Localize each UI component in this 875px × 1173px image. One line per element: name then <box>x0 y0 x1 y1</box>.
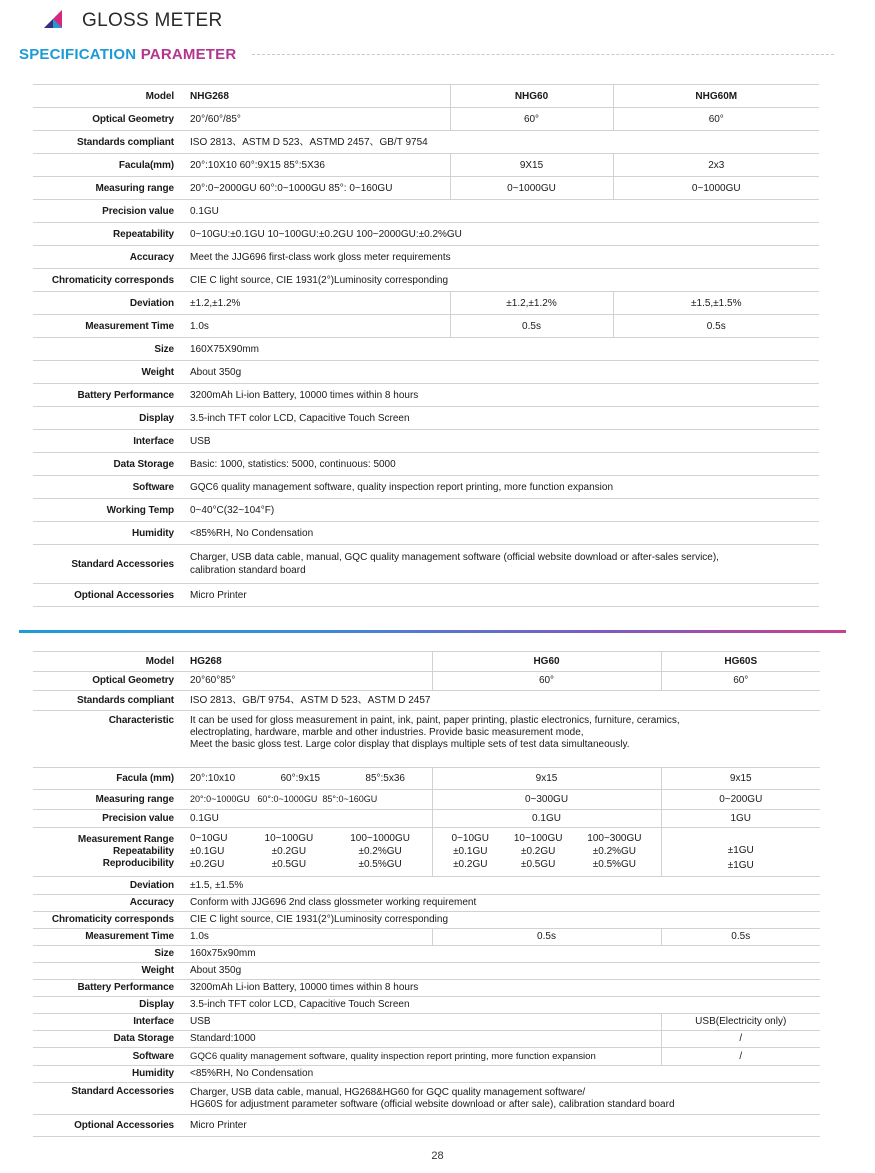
model-name: NHG60M <box>613 85 819 108</box>
row-label: Model <box>33 85 184 108</box>
sub-value: ±0.2GU <box>453 859 488 870</box>
cell-value <box>184 828 432 877</box>
text-line: HG60S for adjustment parameter software (official website download or after sale), calibration standard board <box>190 1098 675 1110</box>
sub-value: ±0.2GU <box>190 859 225 870</box>
model-name: NHG268 <box>184 85 450 108</box>
text-line: Meet the basic gloss test. Large color display that displays multiple sets of test data simultaneously. <box>190 739 630 750</box>
sub-value: 60°:9x15 <box>280 772 321 784</box>
row-label: Deviation <box>33 292 184 315</box>
cell-value: 9x15 <box>661 768 820 790</box>
row-label: Software <box>33 476 184 499</box>
cell-value: 0.5s <box>450 315 613 338</box>
cell-value: 0.1GU <box>184 200 819 223</box>
text-line: Repeatability <box>113 846 174 857</box>
table-row <box>33 1048 820 1066</box>
table-row <box>33 131 819 154</box>
cell-value: 0~300GU <box>432 790 661 810</box>
cell-value: ±1.2,±1.2% <box>184 292 450 315</box>
cell-value: 0.1GU <box>184 810 432 828</box>
row-label: Display <box>33 407 184 430</box>
brand-logo-icon <box>40 6 66 32</box>
table-row <box>33 545 819 584</box>
row-label: Measurement Time <box>33 315 184 338</box>
cell-value: 0~1000GU <box>450 177 613 200</box>
table-row <box>33 691 820 711</box>
sub-value: ±1GU <box>727 844 754 856</box>
cell-value: 160X75X90mm <box>184 338 819 361</box>
sub-column <box>514 833 563 871</box>
cell-value: ±1.5, ±1.5% <box>184 877 820 895</box>
cell-value: 60° <box>432 672 661 691</box>
section-divider <box>19 630 846 633</box>
cell-value: Micro Printer <box>184 1115 820 1137</box>
table-row <box>33 499 819 522</box>
row-label: Weight <box>33 361 184 384</box>
row-label: Accuracy <box>33 895 184 912</box>
table-row <box>33 768 820 790</box>
cell-value: 3.5-inch TFT color LCD, Capacitive Touch Screen <box>184 407 819 430</box>
model-name: HG60S <box>661 652 820 672</box>
cell-value: 20°/60°/85° <box>184 108 450 131</box>
row-label: Standards compliant <box>33 691 184 711</box>
cell-value: 3200mAh Li-ion Battery, 10000 times within 8 hours <box>184 980 820 997</box>
table-row <box>33 154 819 177</box>
sub-value: 85°:5x36 <box>365 772 405 784</box>
spec-table-hg <box>33 651 820 1137</box>
model-name: HG268 <box>184 652 432 672</box>
sub-value: ±0.2%GU <box>592 846 637 857</box>
sub-value: ±0.5GU <box>271 859 307 870</box>
table-row <box>33 1066 820 1083</box>
cell-value: Meet the JJG696 first-class work gloss meter requirements <box>184 246 819 269</box>
table-row <box>33 946 820 963</box>
row-label: Chromaticity corresponds <box>33 912 184 929</box>
table-row <box>33 980 820 997</box>
table-row <box>33 711 820 768</box>
row-label: Deviation <box>33 877 184 895</box>
cell-value: USB <box>184 430 819 453</box>
row-label: Repeatability <box>33 223 184 246</box>
section-title <box>19 46 236 63</box>
cell-value: 1.0s <box>184 315 450 338</box>
cell-value: / <box>661 1031 820 1048</box>
cell-value: About 350g <box>184 963 820 980</box>
sub-value: ±0.2GU <box>520 846 556 857</box>
sub-value: ±0.5GU <box>520 859 556 870</box>
table-row <box>33 384 819 407</box>
row-label: Battery Performance <box>33 980 184 997</box>
table-row <box>33 361 819 384</box>
text-line: calibration standard board <box>190 565 306 576</box>
sub-value: 20°:0~1000GU <box>190 794 250 805</box>
cell-value: CIE C light source, CIE 1931(2°)Luminosity corresponding <box>184 269 819 292</box>
cell-value <box>432 828 661 877</box>
cell-value: <85%RH, No Condensation <box>184 1066 820 1083</box>
row-label: Humidity <box>33 1066 184 1083</box>
cell-value: 3.5-inch TFT color LCD, Capacitive Touch Screen <box>184 997 820 1014</box>
table-row <box>33 85 819 108</box>
row-label: Measuring range <box>33 177 184 200</box>
table-row <box>33 292 819 315</box>
cell-value: 9x15 <box>432 768 661 790</box>
text-line: It can be used for gloss measurement in paint, ink, paint, paper printing, plastic electronics, furniture, ceramics, <box>190 715 680 726</box>
spec-table-nhg <box>33 84 819 607</box>
table-row <box>33 877 820 895</box>
table-row <box>33 1083 820 1115</box>
sub-value: 10~100GU <box>264 833 314 844</box>
cell-value <box>184 768 432 790</box>
cell-value: 1.0s <box>184 929 432 946</box>
cell-value: About 350g <box>184 361 819 384</box>
table-row <box>33 407 819 430</box>
cell-value: 1GU <box>661 810 820 828</box>
table-row <box>33 584 819 607</box>
cell-value: CIE C light source, CIE 1931(2°)Luminosity corresponding <box>184 912 820 929</box>
cell-value: 0~40°C(32~104°F) <box>184 499 819 522</box>
cell-value: 160x75x90mm <box>184 946 820 963</box>
table-row <box>33 997 820 1014</box>
cell-value: 0.1GU <box>432 810 661 828</box>
cell-value <box>184 1083 820 1115</box>
cell-value: Micro Printer <box>184 584 819 607</box>
sub-column <box>587 833 641 871</box>
text-line: electroplating, hardware, marble and other industries. Provide basic measurement mode, <box>190 727 584 738</box>
cell-value: Conform with JJG696 2nd class glossmeter working requirement <box>184 895 820 912</box>
cell-value: ISO 2813、GB/T 9754、ASTM D 523、ASTM D 2457 <box>184 691 820 711</box>
text-line: Charger, USB data cable, manual, HG268&HG60 for GQC quality management software/ <box>190 1086 586 1098</box>
table-row <box>33 453 819 476</box>
cell-value: ±1.2,±1.2% <box>450 292 613 315</box>
cell-value <box>184 545 819 584</box>
sub-value: ±0.5%GU <box>358 859 402 870</box>
sub-value: 100~300GU <box>587 833 642 844</box>
table-row <box>33 430 819 453</box>
row-label: Facula(mm) <box>33 154 184 177</box>
cell-value: USB <box>184 1014 661 1031</box>
cell-value: 0.5s <box>661 929 820 946</box>
table-row <box>33 476 819 499</box>
cell-value: Basic: 1000, statistics: 5000, continuous: 5000 <box>184 453 819 476</box>
sub-value: 100~1000GU <box>350 833 410 844</box>
table-row <box>33 1115 820 1137</box>
sub-value: ±0.5%GU <box>592 859 637 870</box>
section-title-part1: SPECIFICATION <box>19 46 137 63</box>
sub-column <box>265 833 314 871</box>
cell-value: 0~10GU:±0.1GU 10~100GU:±0.2GU 100~2000GU:±0.2%GU <box>184 223 819 246</box>
table-row <box>33 810 820 828</box>
text-line: Measurement Range <box>77 834 174 845</box>
table-row <box>33 672 820 691</box>
row-label: Data Storage <box>33 1031 184 1048</box>
cell-value: 20°:10X10 60°:9X15 85°:5X36 <box>184 154 450 177</box>
row-label: Facula (mm) <box>33 768 184 790</box>
row-label: Standard Accessories <box>33 545 184 584</box>
sub-value: 0~10GU <box>451 833 490 844</box>
cell-value: 0~200GU <box>661 790 820 810</box>
row-label: Working Temp <box>33 499 184 522</box>
sub-value: 60°:0~1000GU <box>257 794 318 805</box>
cell-value: 0~1000GU <box>613 177 819 200</box>
row-label: Size <box>33 946 184 963</box>
model-name: NHG60 <box>450 85 613 108</box>
row-label: Interface <box>33 430 184 453</box>
model-name: HG60 <box>432 652 661 672</box>
text-line: Charger, USB data cable, manual, GQC quality management software (official website download or after-sales service), <box>190 552 719 563</box>
row-label: Optical Geometry <box>33 108 184 131</box>
cell-value: <85%RH, No Condensation <box>184 522 819 545</box>
row-label: Battery Performance <box>33 384 184 407</box>
cell-value: 60° <box>450 108 613 131</box>
table-row <box>33 652 820 672</box>
row-label: Optional Accessories <box>33 1115 184 1137</box>
cell-value <box>661 828 820 877</box>
section-title-part2: PARAMETER <box>136 46 237 63</box>
row-label: Chromaticity corresponds <box>33 269 184 292</box>
cell-value: 2x3 <box>613 154 819 177</box>
sub-value: ±0.2GU <box>271 846 307 857</box>
sub-value: 0~10GU <box>190 833 228 844</box>
cell-value: 60° <box>661 672 820 691</box>
table-row <box>33 246 819 269</box>
sub-value: 10~100GU <box>513 833 563 844</box>
row-label <box>33 828 184 877</box>
row-label: Size <box>33 338 184 361</box>
sub-value: ±0.1GU <box>453 846 488 857</box>
cell-value: / <box>661 1048 820 1066</box>
row-label: Software <box>33 1048 184 1066</box>
row-label: Optical Geometry <box>33 672 184 691</box>
cell-value: 60° <box>613 108 819 131</box>
row-label: Humidity <box>33 522 184 545</box>
page-title: GLOSS METER <box>82 10 223 31</box>
cell-value <box>184 711 820 768</box>
sub-column <box>350 833 410 871</box>
cell-value: USB(Electricity only) <box>661 1014 820 1031</box>
row-label: Display <box>33 997 184 1014</box>
cell-value: ±1.5,±1.5% <box>613 292 819 315</box>
table-row <box>33 177 819 200</box>
table-row <box>33 1031 820 1048</box>
row-label: Measuring range <box>33 790 184 810</box>
table-row <box>33 828 820 877</box>
table-row <box>33 912 820 929</box>
row-label: Characteristic <box>33 711 184 768</box>
sub-column <box>190 833 228 871</box>
table-row <box>33 315 819 338</box>
cell-value: GQC6 quality management software, quality inspection report printing, more function expansion <box>184 476 819 499</box>
row-label: Standards compliant <box>33 131 184 154</box>
row-label: Interface <box>33 1014 184 1031</box>
row-label: Measurement Time <box>33 929 184 946</box>
table-row <box>33 963 820 980</box>
cell-value: 0.5s <box>613 315 819 338</box>
cell-value: 9X15 <box>450 154 613 177</box>
row-label: Data Storage <box>33 453 184 476</box>
row-label: Precision value <box>33 200 184 223</box>
row-label: Model <box>33 652 184 672</box>
table-row <box>33 223 819 246</box>
sub-column <box>452 833 490 871</box>
row-label: Precision value <box>33 810 184 828</box>
sub-value: ±0.1GU <box>190 846 225 857</box>
cell-value: 0.5s <box>432 929 661 946</box>
cell-value: ISO 2813、ASTM D 523、ASTMD 2457、GB/T 9754 <box>184 131 819 154</box>
cell-value: 20°:0~2000GU 60°:0~1000GU 85°: 0~160GU <box>184 177 450 200</box>
sub-value: 20°:10x10 <box>190 772 236 784</box>
row-label: Weight <box>33 963 184 980</box>
table-row <box>33 929 820 946</box>
table-row <box>33 895 820 912</box>
table-row <box>33 338 819 361</box>
table-row <box>33 200 819 223</box>
table-row <box>33 108 819 131</box>
table-row <box>33 790 820 810</box>
sub-value: 85°:0~160GU <box>322 794 378 805</box>
cell-value <box>184 790 432 810</box>
sub-value: ±1GU <box>727 859 754 871</box>
cell-value: GQC6 quality management software, quality inspection report printing, more function expansion <box>184 1048 661 1066</box>
cell-value: Standard:1000 <box>184 1031 661 1048</box>
sub-value: ±0.2%GU <box>358 846 402 857</box>
cell-value: 20°60°85° <box>184 672 432 691</box>
cell-value: 3200mAh Li-ion Battery, 10000 times within 8 hours <box>184 384 819 407</box>
table-row <box>33 1014 820 1031</box>
row-label: Accuracy <box>33 246 184 269</box>
table-row <box>33 522 819 545</box>
page-number: 28 <box>431 1150 444 1162</box>
row-label: Standard Accessories <box>33 1083 184 1115</box>
header-dashed-line <box>252 54 834 55</box>
text-line: Reproducibility <box>102 858 174 869</box>
row-label: Optional Accessories <box>33 584 184 607</box>
page-header <box>0 0 875 70</box>
table-row <box>33 269 819 292</box>
